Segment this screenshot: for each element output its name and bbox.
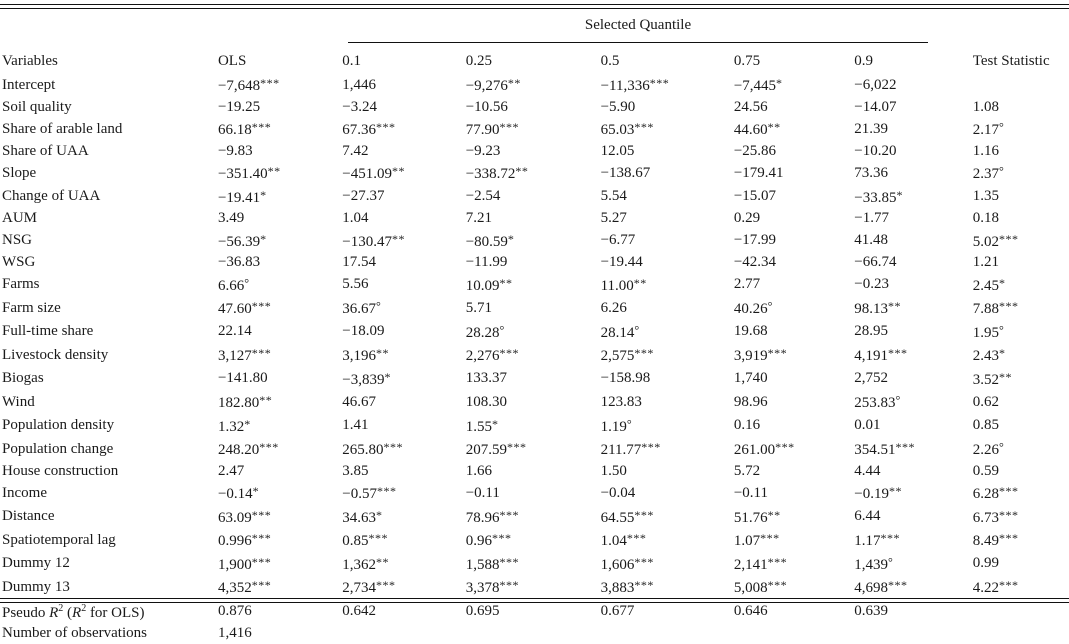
value-cell: 1.07*** — [733, 531, 780, 549]
value-cell: 7.42 — [342, 142, 369, 159]
header-variables: Variables — [2, 53, 58, 69]
value-cell: −6.77 — [600, 232, 636, 248]
value-cell: −15.07 — [733, 188, 777, 204]
value-cell: 0.18 — [972, 210, 1000, 226]
variable-name-cell: Share of UAA — [2, 142, 89, 159]
value-cell: −66.74 — [854, 254, 897, 270]
value-cell: 1,446 — [342, 76, 377, 93]
value-cell: 1.50 — [600, 462, 627, 479]
value-cell: 2.43* — [972, 346, 1006, 364]
value-cell: −141.80 — [217, 370, 268, 386]
value-cell: −7,445* — [733, 76, 783, 94]
value-cell: 17.54 — [342, 254, 377, 270]
value-cell: 34.63* — [342, 507, 383, 526]
value-cell: 1.35 — [972, 188, 1000, 204]
table-row — [0, 229, 1069, 253]
value-cell: −11.99 — [465, 254, 508, 270]
value-cell: 40.26° — [733, 299, 773, 317]
value-cell: 4.22*** — [972, 578, 1019, 596]
value-cell: 10.09** — [465, 275, 513, 294]
variable-name-cell: Full-time share — [2, 323, 94, 339]
bottom-rule-2 — [0, 602, 1069, 603]
observations-value — [734, 623, 854, 644]
observations-value — [601, 623, 734, 644]
header-q090: 0.9 — [854, 53, 873, 69]
value-cell: −9,276** — [465, 76, 521, 94]
value-cell: 261.00*** — [733, 440, 795, 458]
variable-name-cell: Distance — [2, 508, 55, 524]
value-cell: −25.86 — [733, 142, 777, 159]
observations-value — [466, 623, 601, 644]
value-cell: 1.21 — [972, 254, 1000, 270]
value-cell: 0.59 — [972, 462, 1000, 479]
header-q010: 0.1 — [342, 53, 362, 69]
top-rule-1 — [0, 4, 1069, 5]
value-cell: 2.45* — [972, 275, 1006, 294]
value-cell: 1.04 — [342, 210, 369, 226]
value-cell: 4,191*** — [854, 346, 908, 364]
value-cell: 1,588*** — [465, 554, 519, 573]
value-cell: 1.19° — [600, 416, 633, 435]
value-cell: 354.51*** — [854, 440, 915, 458]
value-cell: 28.95 — [854, 323, 888, 339]
value-cell: 1,606*** — [600, 554, 654, 573]
variable-name-cell: Change of UAA — [2, 188, 101, 204]
pseudo-r2-label-part: R — [49, 604, 59, 621]
pseudo-r2-label-part: 2 — [81, 602, 87, 614]
value-cell: 2.37° — [972, 164, 1005, 182]
value-cell: 1.17*** — [854, 531, 900, 549]
pseudo-r2-label-part: ( — [63, 604, 73, 621]
pseudo-r2-label-part: R — [72, 604, 82, 621]
table-row — [0, 552, 1069, 576]
value-cell: 3,378*** — [465, 578, 519, 596]
value-cell: 67.36*** — [342, 120, 396, 138]
table-row — [0, 273, 1069, 297]
value-cell: −0.19** — [854, 484, 902, 502]
value-cell: 24.56 — [733, 98, 768, 115]
value-cell: 2.77 — [733, 276, 761, 292]
value-cell: 108.30 — [465, 393, 507, 410]
value-cell: 0.85*** — [342, 531, 389, 549]
value-cell: 65.03*** — [600, 120, 654, 138]
value-cell: −0.23 — [854, 276, 889, 292]
variable-name-cell: Farms — [2, 276, 40, 292]
value-cell: 41.48 — [854, 232, 888, 248]
value-cell: 8.49*** — [972, 531, 1019, 549]
value-cell: −158.98 — [600, 370, 651, 386]
table-row — [0, 343, 1069, 367]
value-cell: 0.85 — [972, 417, 1000, 433]
value-cell: 2,141*** — [733, 554, 788, 573]
value-cell: 98.96 — [733, 393, 768, 410]
value-cell: −18.09 — [342, 323, 385, 339]
value-cell: 44.60** — [733, 120, 781, 138]
value-cell: −10.56 — [465, 98, 508, 115]
value-cell: 4.44 — [854, 462, 881, 479]
value-cell: 3.52** — [972, 369, 1013, 388]
value-cell: 0.99 — [972, 555, 1000, 571]
value-cell: 12.05 — [600, 142, 635, 159]
value-cell: 1,900*** — [217, 554, 272, 573]
value-cell: −36.83 — [217, 254, 261, 270]
header-test-statistic: Test Statistic — [972, 53, 1050, 69]
value-cell: 265.80*** — [342, 440, 404, 458]
variable-name-cell: NSG — [2, 232, 33, 248]
value-cell: −10.20 — [854, 142, 897, 159]
value-cell: 11.00** — [600, 275, 647, 294]
value-cell: 28.28° — [465, 322, 505, 341]
quantile-group-rule — [348, 42, 928, 43]
value-cell: −80.59* — [465, 231, 515, 250]
table-row — [0, 390, 1069, 414]
pseudo-r2-label-part: for OLS) — [86, 604, 145, 621]
value-cell: −42.34 — [733, 254, 777, 270]
value-cell: 1,740 — [733, 370, 768, 386]
value-cell: 3,883*** — [600, 578, 654, 596]
value-cell: −3,839* — [342, 369, 392, 388]
value-cell: −19.41* — [217, 187, 267, 206]
bottom-rule-1 — [0, 598, 1069, 599]
value-cell: −33.85* — [854, 187, 903, 206]
value-cell: 73.36 — [854, 164, 888, 181]
value-cell: −351.40** — [217, 164, 281, 182]
value-cell: 19.68 — [733, 323, 768, 339]
variable-name-cell: Slope — [2, 164, 37, 181]
value-cell: 1.08 — [972, 98, 1000, 115]
value-cell: 6.44 — [854, 508, 881, 524]
header-ols: OLS — [217, 53, 247, 69]
value-cell: 1.04*** — [600, 531, 647, 549]
pseudo-r2-value: 0.642 — [342, 602, 377, 619]
table-row — [0, 505, 1069, 529]
value-cell: 1.66 — [465, 462, 492, 479]
value-cell: 253.83° — [854, 393, 901, 411]
value-cell: −9.83 — [217, 142, 253, 159]
table-row — [0, 161, 1069, 185]
value-cell: −0.57*** — [342, 484, 397, 502]
value-cell: 3,919*** — [733, 346, 788, 364]
value-cell: 0.16 — [733, 417, 761, 433]
value-cell: −451.09** — [342, 164, 406, 182]
observations-label: Number of observations — [2, 625, 147, 641]
variable-name-cell: Spatiotemporal lag — [2, 531, 116, 548]
table-row — [0, 117, 1069, 141]
value-cell: 5.56 — [342, 276, 369, 292]
table-row — [0, 252, 1069, 273]
variable-name-cell: AUM — [2, 210, 38, 226]
value-cell: 0.96*** — [465, 531, 512, 549]
variable-name-cell: Dummy 13 — [2, 578, 70, 595]
results-table — [0, 49, 1069, 644]
value-cell: 2,734*** — [342, 578, 396, 596]
value-cell: −14.07 — [854, 98, 897, 115]
header-q050: 0.5 — [600, 53, 620, 69]
value-cell: −11,336*** — [600, 76, 670, 94]
variable-name-cell: Wind — [2, 393, 35, 410]
value-cell: 2,575*** — [600, 346, 654, 364]
value-cell: −0.14* — [217, 484, 260, 502]
table-row — [0, 296, 1069, 320]
value-cell: 4,352*** — [217, 578, 272, 596]
variable-name-cell: Intercept — [2, 76, 56, 93]
value-cell: −9.23 — [465, 142, 501, 159]
quantile-group-title: Selected Quantile — [584, 17, 692, 33]
value-cell: 36.67° — [342, 299, 382, 317]
table-row — [0, 208, 1069, 229]
value-cell: 7.21 — [465, 210, 492, 226]
value-cell: 1,439° — [854, 554, 894, 573]
pseudo-r2-label-part: 2 — [58, 602, 64, 614]
value-cell: −2.54 — [465, 188, 501, 204]
table-row — [0, 414, 1069, 438]
value-cell: −6,022 — [854, 76, 897, 93]
value-cell: 1.16 — [972, 142, 1000, 159]
value-cell: −3.24 — [342, 98, 378, 115]
value-cell: 1.32* — [217, 416, 251, 435]
value-cell: 98.13** — [854, 299, 901, 317]
value-cell: 2,752 — [854, 370, 888, 386]
variable-name-cell: Biogas — [2, 370, 44, 386]
header-q075: 0.75 — [733, 53, 761, 69]
table-row — [0, 528, 1069, 552]
top-rule-2 — [0, 8, 1069, 9]
table-row — [0, 437, 1069, 461]
table-row — [0, 141, 1069, 162]
pseudo-r2-value: 0.677 — [600, 602, 635, 619]
value-cell — [973, 73, 1069, 97]
value-cell: 0.62 — [972, 393, 1000, 410]
value-cell: 5.27 — [600, 210, 627, 226]
value-cell: −0.11 — [733, 484, 768, 501]
value-cell: −1.77 — [854, 210, 889, 226]
value-cell: 0.996*** — [217, 531, 272, 549]
pseudo-r2-value: 0.639 — [854, 602, 888, 619]
observations-value — [973, 623, 1069, 644]
value-cell: −138.67 — [600, 164, 651, 181]
variable-name-cell: Share of arable land — [2, 120, 123, 137]
value-cell: 182.80** — [217, 393, 273, 411]
pseudo-r2-label-part: Pseudo — [2, 604, 50, 621]
value-cell: 0.01 — [854, 417, 881, 433]
value-cell: −130.47** — [342, 231, 406, 250]
pseudo-r2-value: 0.876 — [217, 602, 252, 619]
pseudo-r2-value: 0.695 — [465, 602, 500, 619]
variable-name-cell: Livestock density — [2, 346, 109, 363]
value-cell: 7.88*** — [972, 299, 1019, 317]
observations-value — [342, 623, 465, 644]
value-cell: 3.85 — [342, 462, 369, 479]
value-cell: −56.39* — [217, 231, 267, 250]
value-cell: 1.41 — [342, 417, 369, 433]
table-row — [0, 461, 1069, 482]
value-cell: 77.90*** — [465, 120, 519, 138]
value-cell: 66.18*** — [217, 120, 272, 138]
value-cell: −5.90 — [600, 98, 636, 115]
variable-name-cell: Population density — [2, 417, 115, 433]
variable-name-cell: WSG — [2, 254, 36, 270]
value-cell: 5,008*** — [733, 578, 788, 596]
observations-value: 1,416 — [217, 625, 252, 641]
value-cell: 6.66° — [217, 275, 250, 294]
value-cell: 64.55*** — [600, 507, 654, 526]
value-cell: 0.29 — [733, 210, 761, 226]
value-cell: 4,698*** — [854, 578, 908, 596]
value-cell: 51.76** — [733, 507, 781, 526]
value-cell: 5.71 — [465, 299, 492, 316]
variable-name-cell: Farm size — [2, 299, 61, 316]
value-cell: 47.60*** — [217, 299, 272, 317]
value-cell: 78.96*** — [465, 507, 519, 526]
value-cell: −17.99 — [733, 232, 777, 248]
value-cell: 123.83 — [600, 393, 642, 410]
variable-name-cell: Income — [2, 484, 47, 501]
value-cell: 2.17° — [972, 120, 1005, 138]
table-row — [0, 367, 1069, 391]
value-cell: −0.11 — [465, 484, 500, 501]
column-header-row — [0, 49, 1069, 73]
value-cell: 3,127*** — [217, 346, 272, 364]
variable-name-cell: Population change — [2, 440, 114, 457]
value-cell: −0.04 — [600, 484, 636, 501]
variable-name-cell: House construction — [2, 462, 119, 479]
value-cell: 6.26 — [600, 299, 627, 316]
table-row — [0, 97, 1069, 118]
table-row — [0, 575, 1069, 599]
value-cell: −27.37 — [342, 188, 385, 204]
value-cell: −7,648*** — [217, 76, 280, 94]
variable-name-cell: Dummy 12 — [2, 555, 70, 571]
value-cell: 211.77*** — [600, 440, 661, 458]
value-cell: 21.39 — [854, 120, 888, 137]
value-cell: 207.59*** — [465, 440, 527, 458]
value-cell: 248.20*** — [217, 440, 279, 458]
value-cell: 22.14 — [217, 323, 252, 339]
observations-value — [854, 623, 973, 644]
table-row — [0, 481, 1069, 505]
value-cell: −19.44 — [600, 254, 643, 270]
value-cell: 133.37 — [465, 370, 507, 386]
value-cell: 1.55* — [465, 416, 499, 435]
table-row — [0, 185, 1069, 209]
table-row — [0, 320, 1069, 344]
value-cell: 1.95° — [972, 322, 1005, 341]
value-cell: −179.41 — [733, 164, 784, 181]
value-cell: 6.73*** — [972, 507, 1019, 526]
value-cell: 28.14° — [600, 322, 640, 341]
value-cell: 46.67 — [342, 393, 377, 410]
pseudo-r2-value: 0.646 — [733, 602, 768, 619]
value-cell: 2.47 — [217, 462, 245, 479]
value-cell: 6.28*** — [972, 484, 1019, 502]
value-cell: 63.09*** — [217, 507, 272, 526]
value-cell: 5.54 — [600, 188, 627, 204]
value-cell: 5.72 — [733, 462, 761, 479]
table-row — [0, 73, 1069, 97]
value-cell: 3,196** — [342, 346, 390, 364]
observations-row — [0, 623, 1069, 644]
value-cell: 2.26° — [972, 440, 1005, 458]
value-cell: −19.25 — [217, 98, 261, 115]
header-q025: 0.25 — [465, 53, 492, 69]
value-cell: 2,276*** — [465, 346, 519, 364]
variable-name-cell: Soil quality — [2, 98, 72, 115]
value-cell: 3.49 — [217, 210, 245, 226]
value-cell: 1,362** — [342, 554, 390, 573]
value-cell: −338.72** — [465, 164, 529, 182]
value-cell: 5.02*** — [972, 231, 1019, 250]
